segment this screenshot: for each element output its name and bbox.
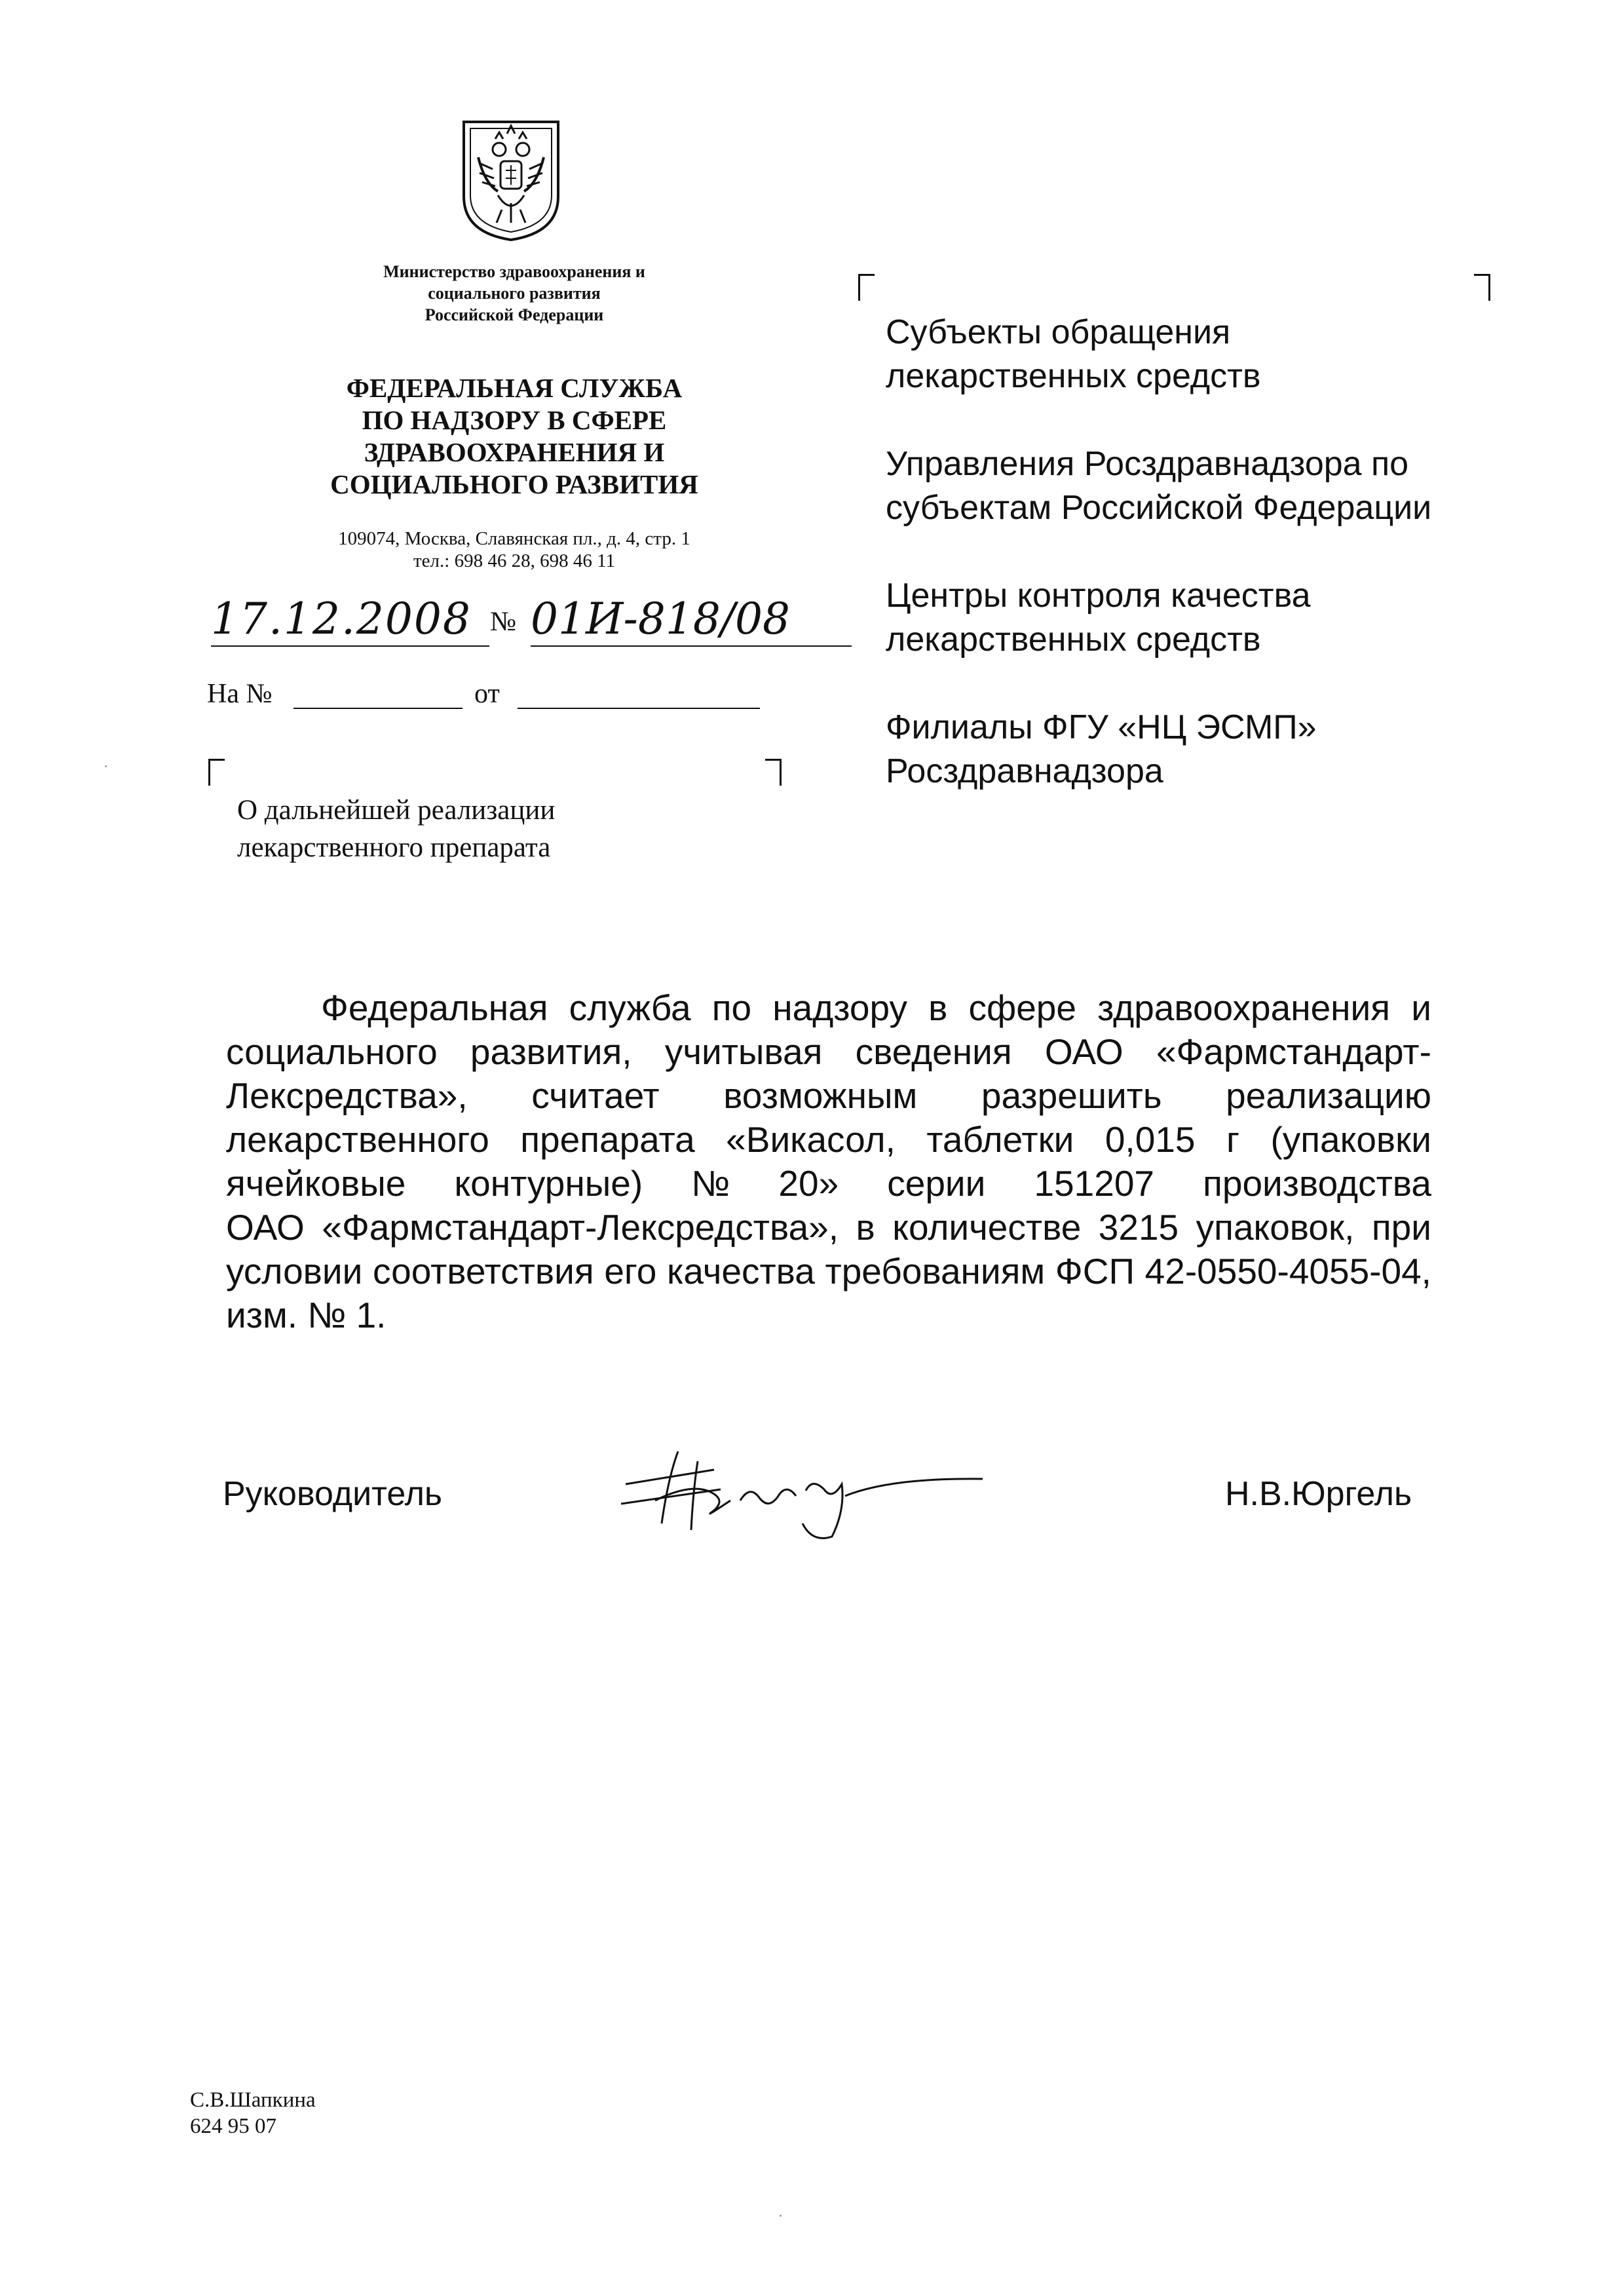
body-word: г	[1226, 1119, 1239, 1160]
ministry-line: Российской Федерации	[425, 305, 604, 324]
ministry-line: социального развития	[428, 284, 601, 303]
body-word: условии	[226, 1251, 363, 1292]
body-word: в	[928, 987, 948, 1028]
service-line: ПО НАДЗОРУ В СФЕРЕ	[362, 405, 667, 435]
body-line	[226, 1030, 1431, 1074]
reply-date-label: от	[474, 679, 500, 709]
number-label: №	[490, 607, 517, 637]
address-line: 109074, Москва, Славянская пл., д. 4, стр. 1	[338, 528, 690, 549]
reply-date-blank	[518, 708, 760, 709]
body-word: препарата	[520, 1119, 695, 1160]
recipient-line: лекарственных средств	[886, 357, 1261, 395]
body-line	[226, 1162, 1431, 1206]
recipient-line: Центры контроля качества	[886, 577, 1311, 615]
letter-number: 01И-818/08	[531, 593, 852, 647]
ministry-line: Министерство здравоохранения и	[383, 262, 645, 281]
body-word: качества	[667, 1251, 815, 1292]
subject-line: О дальнейшей реализации	[237, 795, 556, 826]
subject-line: лекарственного препарата	[237, 832, 551, 863]
recipient-line: лекарственных средств	[886, 621, 1261, 659]
body-word: «Фармстандарт-Лексредства»,	[322, 1207, 839, 1248]
body-word: №	[691, 1163, 730, 1204]
body-word: социального	[226, 1031, 438, 1072]
recipient-bracket-right	[1474, 274, 1490, 301]
subject-bracket-left	[208, 759, 225, 786]
body-word: таблетки	[926, 1119, 1074, 1160]
recipient-line: Филиалы ФГУ «НЦ ЭСМП»	[886, 708, 1317, 746]
body-word: количестве	[892, 1207, 1082, 1248]
body-word: возможным	[723, 1075, 918, 1116]
recipient-group	[886, 706, 1541, 794]
service-name	[249, 372, 780, 501]
body-word: изм. № 1.	[226, 1295, 387, 1335]
body-word: 20»	[778, 1163, 839, 1204]
body-line	[226, 1250, 1431, 1293]
body-line	[226, 1206, 1431, 1250]
body-word: упаковок,	[1196, 1207, 1355, 1248]
phone-line: тел.: 698 46 28, 698 46 11	[413, 550, 615, 571]
body-word: ОАО	[226, 1207, 305, 1248]
letter-body	[226, 986, 1431, 1337]
body-line	[226, 1293, 1431, 1337]
body-word: служба	[569, 987, 691, 1028]
body-word: «Фармстандарт-	[1156, 1031, 1431, 1072]
body-line	[226, 1074, 1431, 1118]
body-word: лекарственного	[226, 1119, 489, 1160]
body-word: Лексредства»,	[226, 1075, 468, 1116]
body-word: 42-0550-4055-04,	[1144, 1251, 1431, 1292]
body-word: Федеральная	[321, 987, 548, 1028]
body-word: «Викасол,	[726, 1119, 896, 1160]
recipient-bracket-left	[858, 274, 875, 301]
body-word: контурные)	[454, 1163, 643, 1204]
body-word: по	[711, 987, 752, 1028]
recipient-group	[886, 442, 1541, 530]
executor-info	[190, 2087, 316, 2139]
body-word: надзору	[772, 987, 907, 1028]
ministry-name	[282, 261, 747, 326]
recipient-line: Росздравнадзора	[886, 752, 1163, 790]
recipient-group	[886, 574, 1541, 662]
body-word: при	[1371, 1207, 1431, 1248]
body-word: (упаковки	[1270, 1119, 1431, 1160]
body-word: здравоохранения	[1097, 987, 1391, 1028]
body-word: соответствия	[373, 1251, 594, 1292]
body-word: сфере	[968, 987, 1076, 1028]
reply-number-label: На №	[207, 679, 273, 709]
body-word: и	[1411, 987, 1431, 1028]
body-word: серии	[887, 1163, 986, 1204]
letter-date: 17.12.2008	[211, 593, 489, 647]
body-word: ячейковые	[226, 1163, 406, 1204]
body-word: разрешить	[981, 1075, 1162, 1116]
body-word: сведения	[855, 1031, 1012, 1072]
body-word: 151207	[1034, 1163, 1154, 1204]
body-word: 0,015	[1105, 1119, 1196, 1160]
recipient-group	[886, 311, 1541, 398]
signatory-role: Руководитель	[223, 1475, 443, 1513]
executor-phone: 624 95 07	[190, 2114, 276, 2138]
service-line: ФЕДЕРАЛЬНАЯ СЛУЖБА	[346, 373, 683, 403]
sender-address	[249, 527, 780, 572]
body-line	[226, 986, 1431, 1030]
subject-bracket-right	[765, 759, 782, 786]
body-word: учитывая	[664, 1031, 823, 1072]
body-word: развития,	[470, 1031, 632, 1072]
service-line: ЗДРАВООХРАНЕНИЯ И	[364, 437, 665, 467]
service-line: СОЦИАЛЬНОГО РАЗВИТИЯ	[330, 469, 698, 499]
body-word: его	[604, 1251, 657, 1292]
executor-name: С.В.Шапкина	[190, 2088, 316, 2112]
recipient-line: Управления Росздравнадзора по	[886, 445, 1409, 483]
handwritten-signature	[616, 1438, 996, 1550]
body-word: считает	[531, 1075, 660, 1116]
recipient-line: Субъекты обращения	[886, 313, 1231, 351]
recipient-line: субъектам Российской Федерации	[886, 489, 1432, 527]
body-word: производства	[1203, 1163, 1431, 1204]
body-word: 3215	[1098, 1207, 1179, 1248]
body-word: ФСП	[1055, 1251, 1135, 1292]
recipient-list	[886, 311, 1541, 837]
body-word: реализацию	[1226, 1075, 1431, 1116]
coat-of-arms-emblem	[459, 118, 563, 242]
body-word: в	[856, 1207, 875, 1248]
signatory-name: Н.В.Юргель	[1225, 1475, 1412, 1513]
scan-speck	[105, 765, 107, 767]
letter-subject	[237, 792, 670, 866]
body-word: ОАО	[1044, 1031, 1124, 1072]
body-line	[226, 1118, 1431, 1162]
body-word: требованиям	[825, 1251, 1046, 1292]
scan-speck	[780, 2215, 782, 2217]
reply-number-blank	[293, 708, 463, 709]
